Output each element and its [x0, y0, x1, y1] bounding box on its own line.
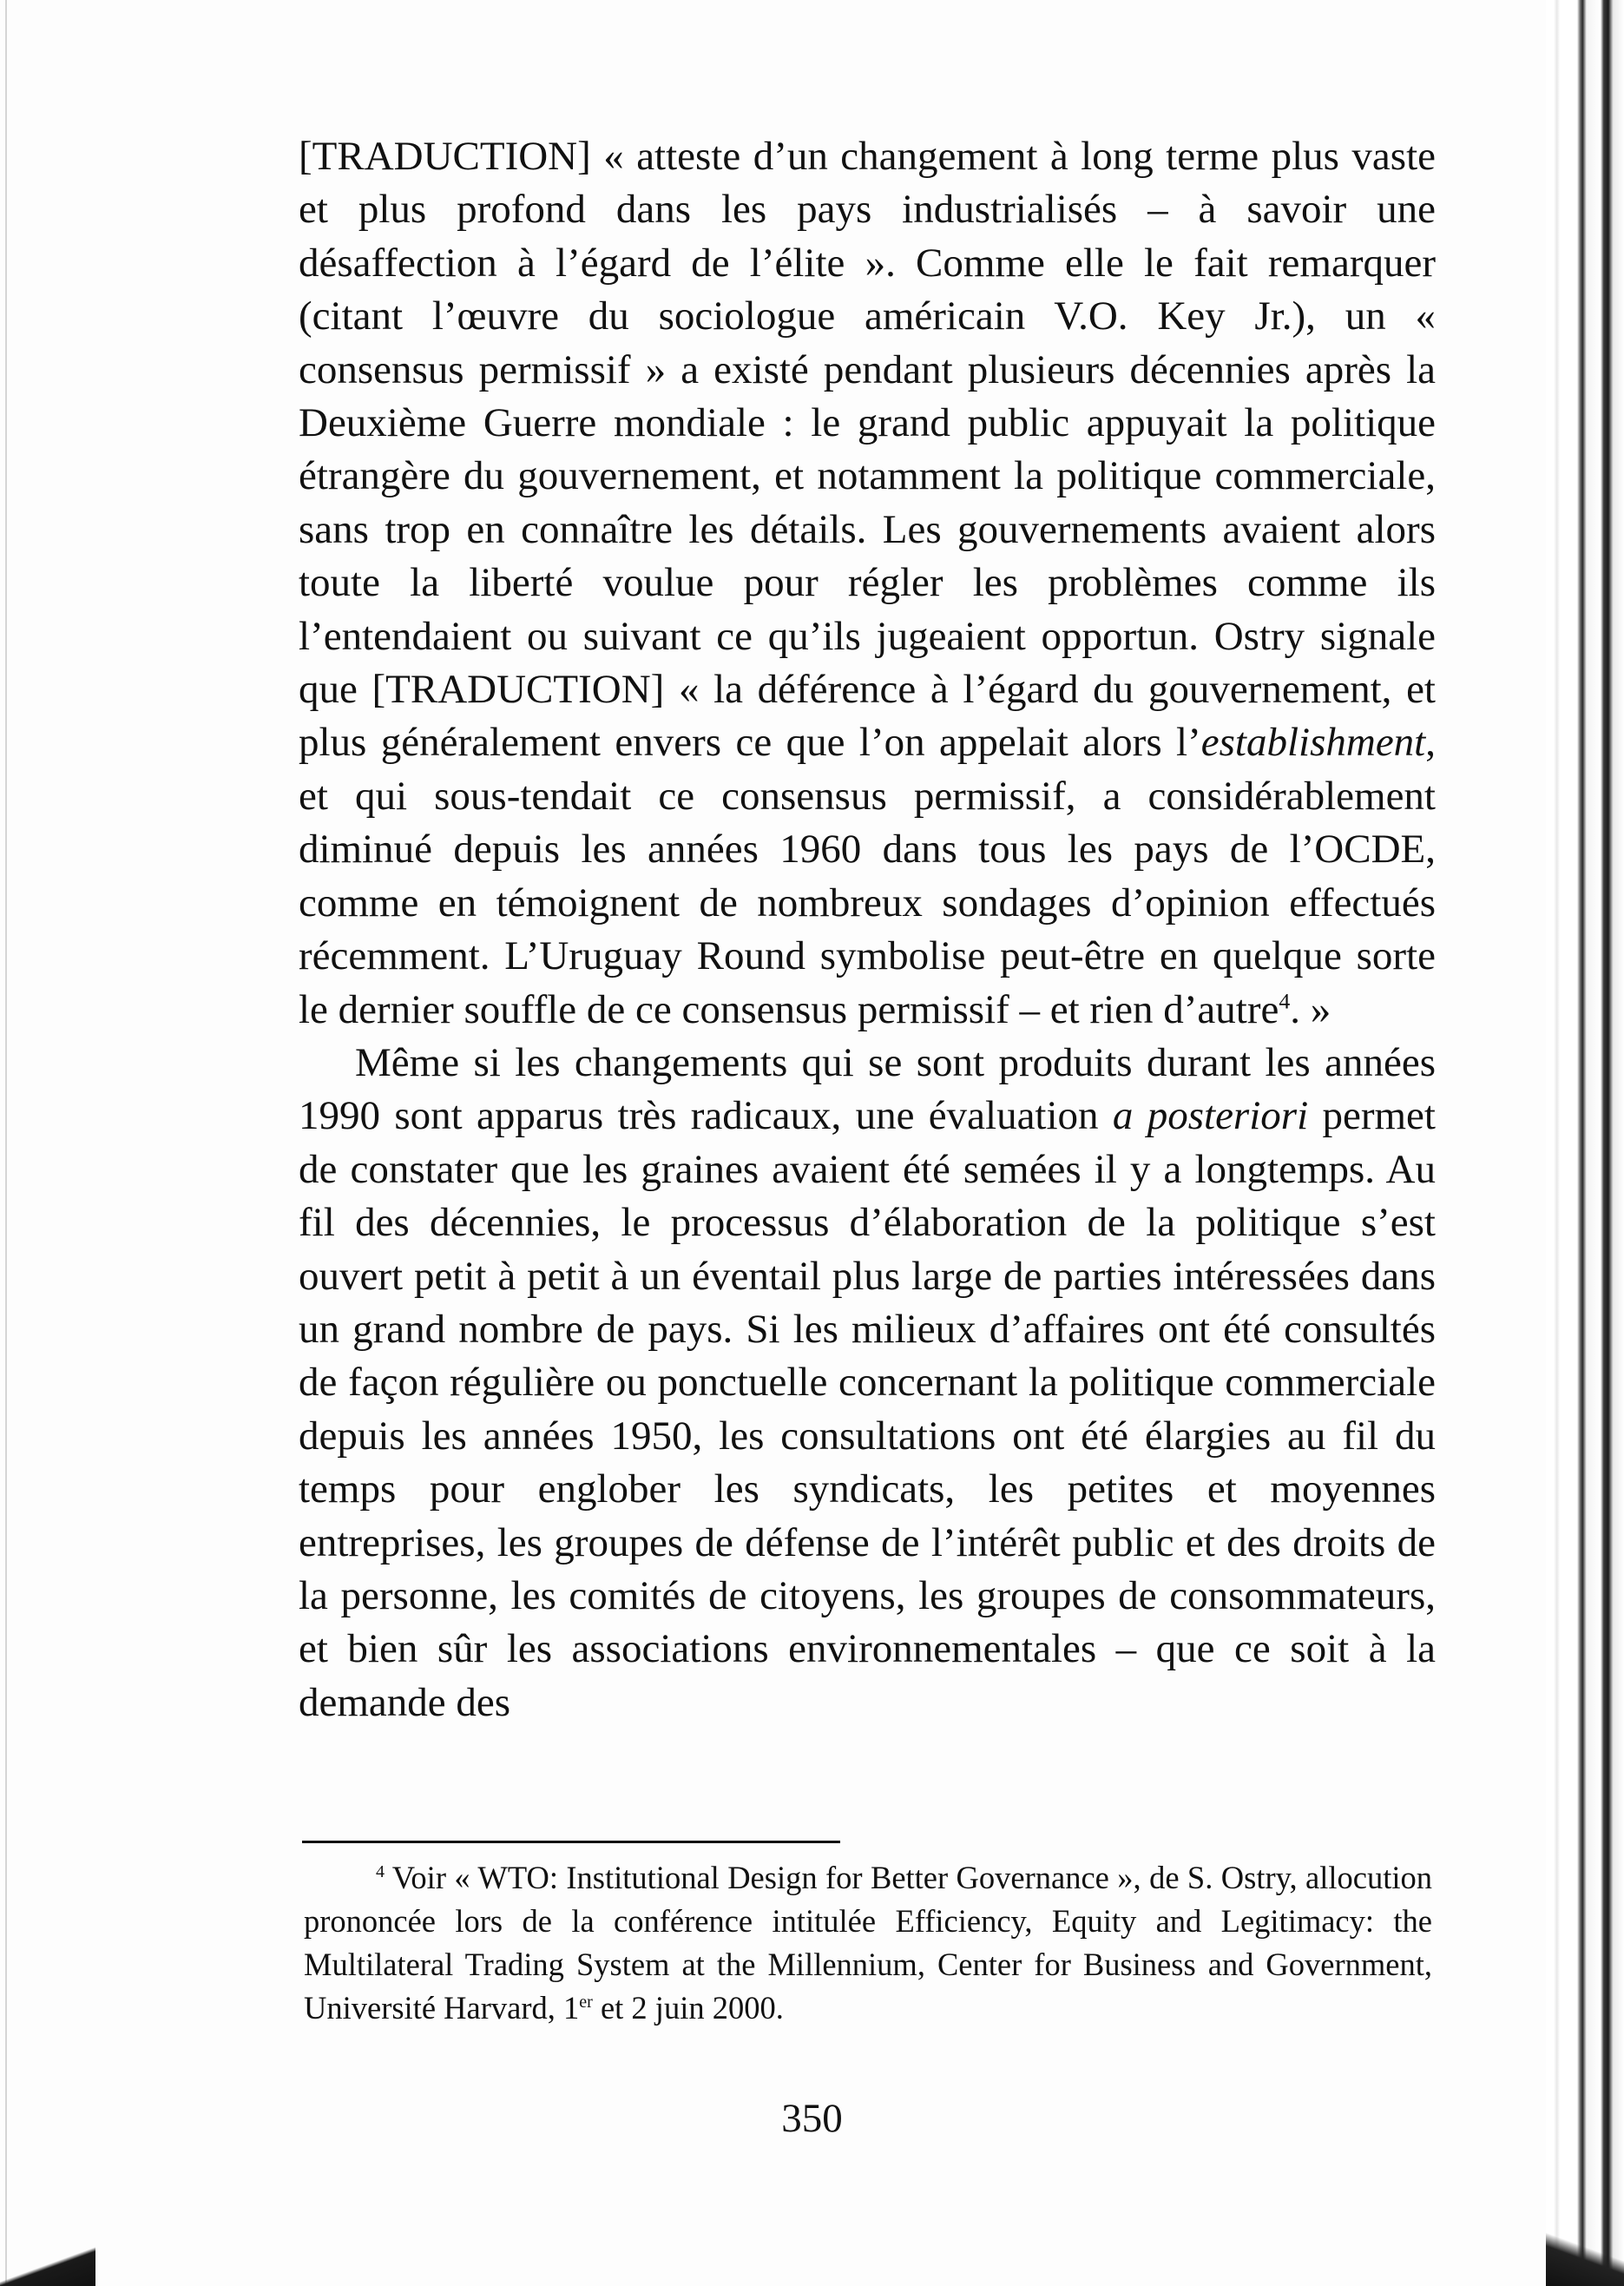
- footnote: [304, 1856, 1432, 2030]
- paragraph-1-text-a: [TRADUCTION] « atteste d’un changement à long terme plus vaste et plus profond dans les pays industrialisés – à savoir une désaffection à l’égard de l’élite ». Comme elle le fait remarquer (citant l’œuvre du sociologue américain V.O. Key Jr.), un « consensus permissif » a existé pendant plusieurs décennies après la Deuxième Guerre mondiale : le grand public appuyait la politique étrangère du gouvernement, et notamment la politique commerciale, sans trop en connaître les détails. Les gouvernements avaient alors toute la liberté voulue pour régler les problèmes comme ils l’entendaient ou suivant ce qu’ils jugeaient opportun. Ostry signale que [TRADUCTION] « la déférence à l’égard du gouvernement, et plus généralement envers ce que l’on appelait alors l’: [299, 134, 1436, 766]
- scan-corner-shadow-right: [1546, 2225, 1624, 2286]
- paragraph-1-end: . »: [1290, 986, 1331, 1032]
- page-number: 350: [781, 2096, 843, 2141]
- paragraph-2-text-b: permet de constater que les graines avaient été semées il y a longtemps. Au fil des décennies, le processus d’élaboration de la politique s’est ouvert petit à petit à un éventail plus large de parties intéressées dans un grand nombre de pays. Si les milieux d’affaires ont été consultés de façon régulière ou ponctuelle concernant la politique commerciale depuis les années 1950, les consultations ont été élargies au fil du temps pour englober les syndicats, les petites et moyennes entreprises, les groupes de défense de l’intérêt public et des droits de la personne, les comités de citoyens, les groupes de consommateurs, et bien sûr les associations environnementales – que ce soit à la demande des: [299, 1093, 1436, 1725]
- italic-term-establishment: establishment: [1200, 720, 1426, 766]
- paragraph-1: [299, 130, 1436, 1037]
- footnote-number: 4: [376, 1861, 385, 1881]
- footnote-text-b: et 2 juin 2000.: [592, 1990, 784, 2026]
- main-body-text: [299, 130, 1436, 1729]
- italic-term-a-posteriori: a posteriori: [1112, 1093, 1309, 1139]
- footnote-ordinal-suffix: er: [579, 1992, 593, 2012]
- paragraph-2-text-a: Même si les changements qui se sont produits durant les années 1990 sont apparus très radicaux, une évaluation: [299, 1039, 1436, 1139]
- page-spine-shadow: [5, 0, 7, 2286]
- footnote-separator: [302, 1841, 840, 1843]
- footnote-text-a: Voir « WTO: Institutional Design for Better Governance », de S. Ostry, allocution prononcée lors de la conférence intitulée Efficiency, Equity and Legitimacy: the Multilateral Trading System at the Millennium, Center for Business and Government, Université Harvard, 1: [304, 1860, 1432, 2026]
- page-edge-stack: [1546, 0, 1624, 2286]
- paragraph-2: [299, 1037, 1436, 1729]
- footnote-reference: 4: [1279, 987, 1291, 1013]
- scan-corner-shadow-left: [0, 2234, 95, 2286]
- paragraph-1-text-b: , et qui sous-tendait ce consensus permissif, a considérablement diminué depuis les années 1960 dans tous les pays de l’OCDE, comme en témoignent de nombreux sondages d’opinion effectués récemment. L’Uruguay Round symbolise peut-être en quelque sorte le dernier souffle de ce consensus permissif – et rien d’autre: [299, 720, 1436, 1032]
